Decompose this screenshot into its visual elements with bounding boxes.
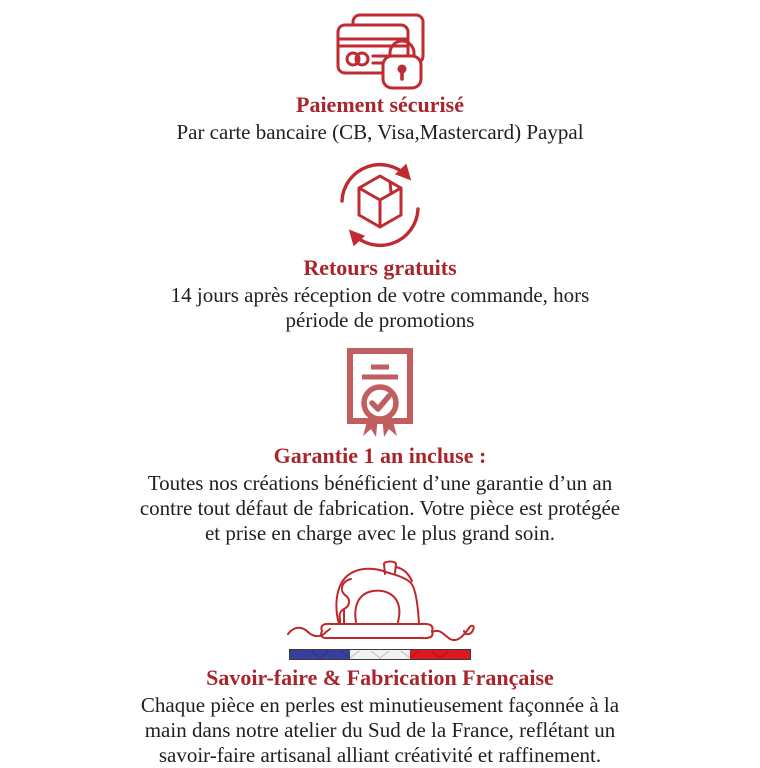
section-returns: [0, 157, 760, 333]
section-body-payment: Par carte bancaire (CB, Visa,Mastercard) Paypal: [176, 120, 584, 144]
section-title-craftsmanship: Savoir-faire & Fabrication Française: [206, 665, 554, 690]
section-payment: [0, 12, 760, 145]
section-title-warranty: Garantie 1 an incluse :: [273, 443, 487, 468]
french-flag-ribbon: [0, 649, 760, 660]
package-return-icon: [0, 157, 760, 253]
section-title-returns: Retours gratuits: [303, 255, 457, 280]
section-title-payment: Paiement sécurisé: [296, 92, 464, 117]
certificate-icon: [0, 345, 760, 441]
section-craftsmanship: [0, 558, 760, 768]
section-body-returns: 14 jours après réception de votre commande, hors période de promotions: [170, 283, 590, 332]
section-body-craftsmanship: Chaque pièce en perles est minutieusement façonnée à la main dans notre atelier du Sud de la France, reflétant un savoir-faire artisanal alliant créativité et raffinement.: [140, 693, 620, 767]
section-warranty: [0, 345, 760, 546]
secure-payment-icon: [0, 12, 760, 90]
sewing-machine-icon: [0, 558, 760, 646]
section-body-warranty: Toutes nos créations bénéficient d’une garantie d’un an contre tout défaut de fabrication. Votre pièce est protégée et prise en charge avec le plus grand soin.: [139, 471, 621, 545]
